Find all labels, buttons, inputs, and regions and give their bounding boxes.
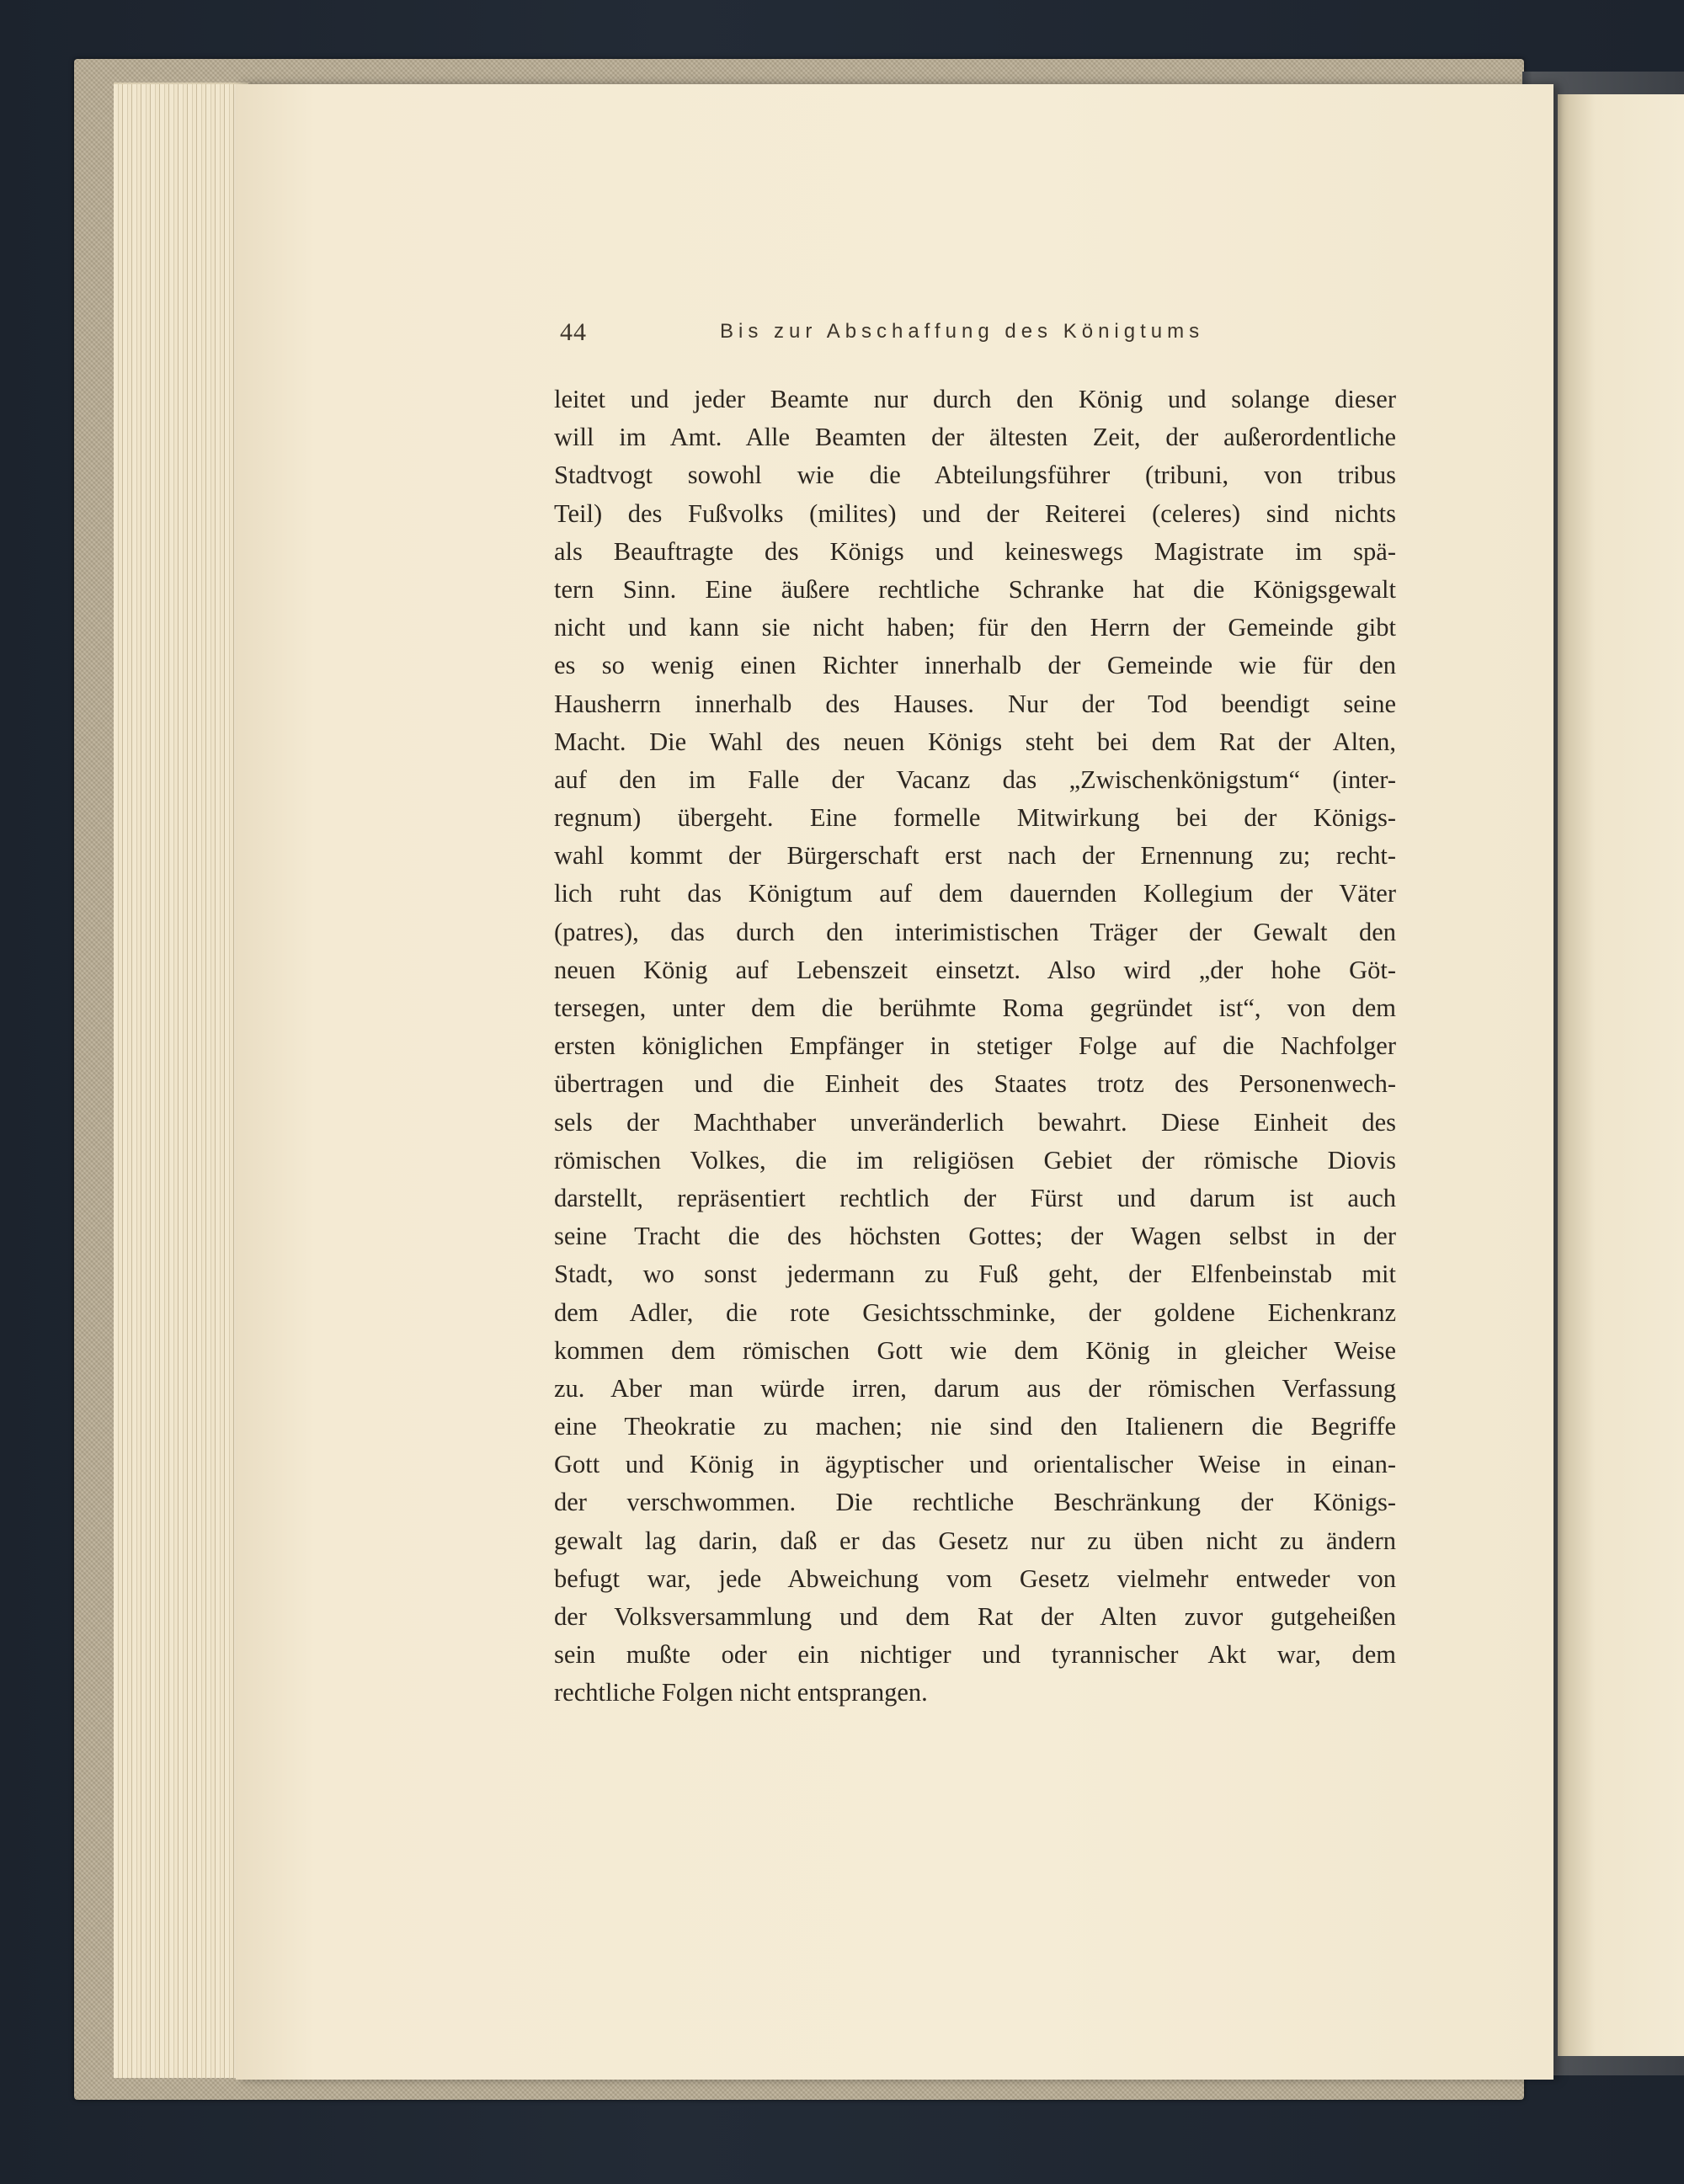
text-line: gewalt lag darin, daß er das Gesetz nur zu üben nicht zu ändern [554,1526,1396,1555]
text-line: römischen Volkes, die im religiösen Gebiet der römische Diovis [554,1145,1396,1175]
text-line: Teil) des Fußvolks (milites) und der Reiterei (celeres) sind nichts [554,498,1396,528]
text-line: ersten königlichen Empfänger in stetiger Folge auf die Nachfolger [554,1031,1396,1061]
text-line: es so wenig einen Richter innerhalb der Gemeinde wie für den [554,651,1396,680]
text-line: Macht. Die Wahl des neuen Königs steht bei dem Rat der Alten, [554,727,1396,756]
text-line: als Beauftragte des Königs und keineswegs Magistrate im spä- [554,536,1396,566]
page-edges [114,83,248,2078]
text-line: Gott und König in ägyptischer und orientalischer Weise in einan- [554,1450,1396,1479]
text-line: dem Adler, die rote Gesichtsschminke, der goldene Eichenkranz [554,1297,1396,1327]
running-head [560,318,1267,357]
text-line: tersegen, unter dem die berühmte Roma gegründet ist“, von dem [554,993,1396,1022]
text-line: übertragen und die Einheit des Staates trotz des Personenwech- [554,1069,1396,1099]
text-line: kommen dem römischen Gott wie dem König in gleicher Weise [554,1335,1396,1365]
text-line: neuen König auf Lebenszeit einsetzt. Also wird „der hohe Göt- [554,955,1396,984]
facing-page-edge [1558,94,1684,2056]
text-line: der verschwommen. Die rechtliche Beschränkung der Königs- [554,1488,1396,1517]
text-line: (patres), das durch den interimistischen Träger der Gewalt den [554,917,1396,946]
text-line: Hausherrn innerhalb des Hauses. Nur der Tod beendigt seine [554,689,1396,718]
text-line: leitet und jeder Beamte nur durch den König und solange dieser [554,385,1396,413]
text-line: befugt war, jede Abweichung vom Gesetz vielmehr entweder von [554,1563,1396,1593]
text-line: sels der Machthaber unveränderlich bewahrt. Diese Einheit des [554,1107,1396,1137]
text-line: zu. Aber man würde irren, darum aus der römischen Verfassung [554,1373,1396,1403]
text-line: rechtliche Folgen nicht entsprangen. [554,1678,928,1707]
text-line: lich ruht das Königtum auf dem dauernden Kollegium der Väter [554,879,1396,908]
page-number: 44 [560,318,587,346]
text-line: will im Amt. Alle Beamten der ältesten Zeit, der außerordentliche [554,423,1396,452]
text-line: darstellt, repräsentiert rechtlich der Fürst und darum ist auch [554,1183,1396,1212]
text-line: sein mußte oder ein nichtiger und tyrannischer Akt war, dem [554,1640,1396,1670]
text-line: der Volksversammlung und dem Rat der Alten zuvor gutgeheißen [554,1602,1396,1631]
text-line: auf den im Falle der Vacanz das „Zwischenkönigstum“ (inter- [554,764,1396,794]
text-line: tern Sinn. Eine äußere rechtliche Schranke hat die Königsgewalt [554,574,1396,604]
text-line: seine Tracht die des höchsten Gottes; der Wagen selbst in der [554,1222,1396,1251]
text-line: wahl kommt der Bürgerschaft erst nach der Ernennung zu; recht- [554,841,1396,871]
running-title: Bis zur Abschaffung des Königtums [720,320,1205,343]
text-line: nicht und kann sie nicht haben; für den Herrn der Gemeinde gibt [554,613,1396,642]
text-line: Stadtvogt sowohl wie die Abteilungsführer (tribuni, von tribus [554,461,1396,490]
text-line: regnum) übergeht. Eine formelle Mitwirkung bei der Königs- [554,803,1396,833]
text-line: eine Theokratie zu machen; nie sind den Italienern die Begriffe [554,1412,1396,1441]
text-line: Stadt, wo sonst jedermann zu Fuß geht, der Elfenbeinstab mit [554,1260,1396,1289]
body-paragraph [554,381,1396,1713]
